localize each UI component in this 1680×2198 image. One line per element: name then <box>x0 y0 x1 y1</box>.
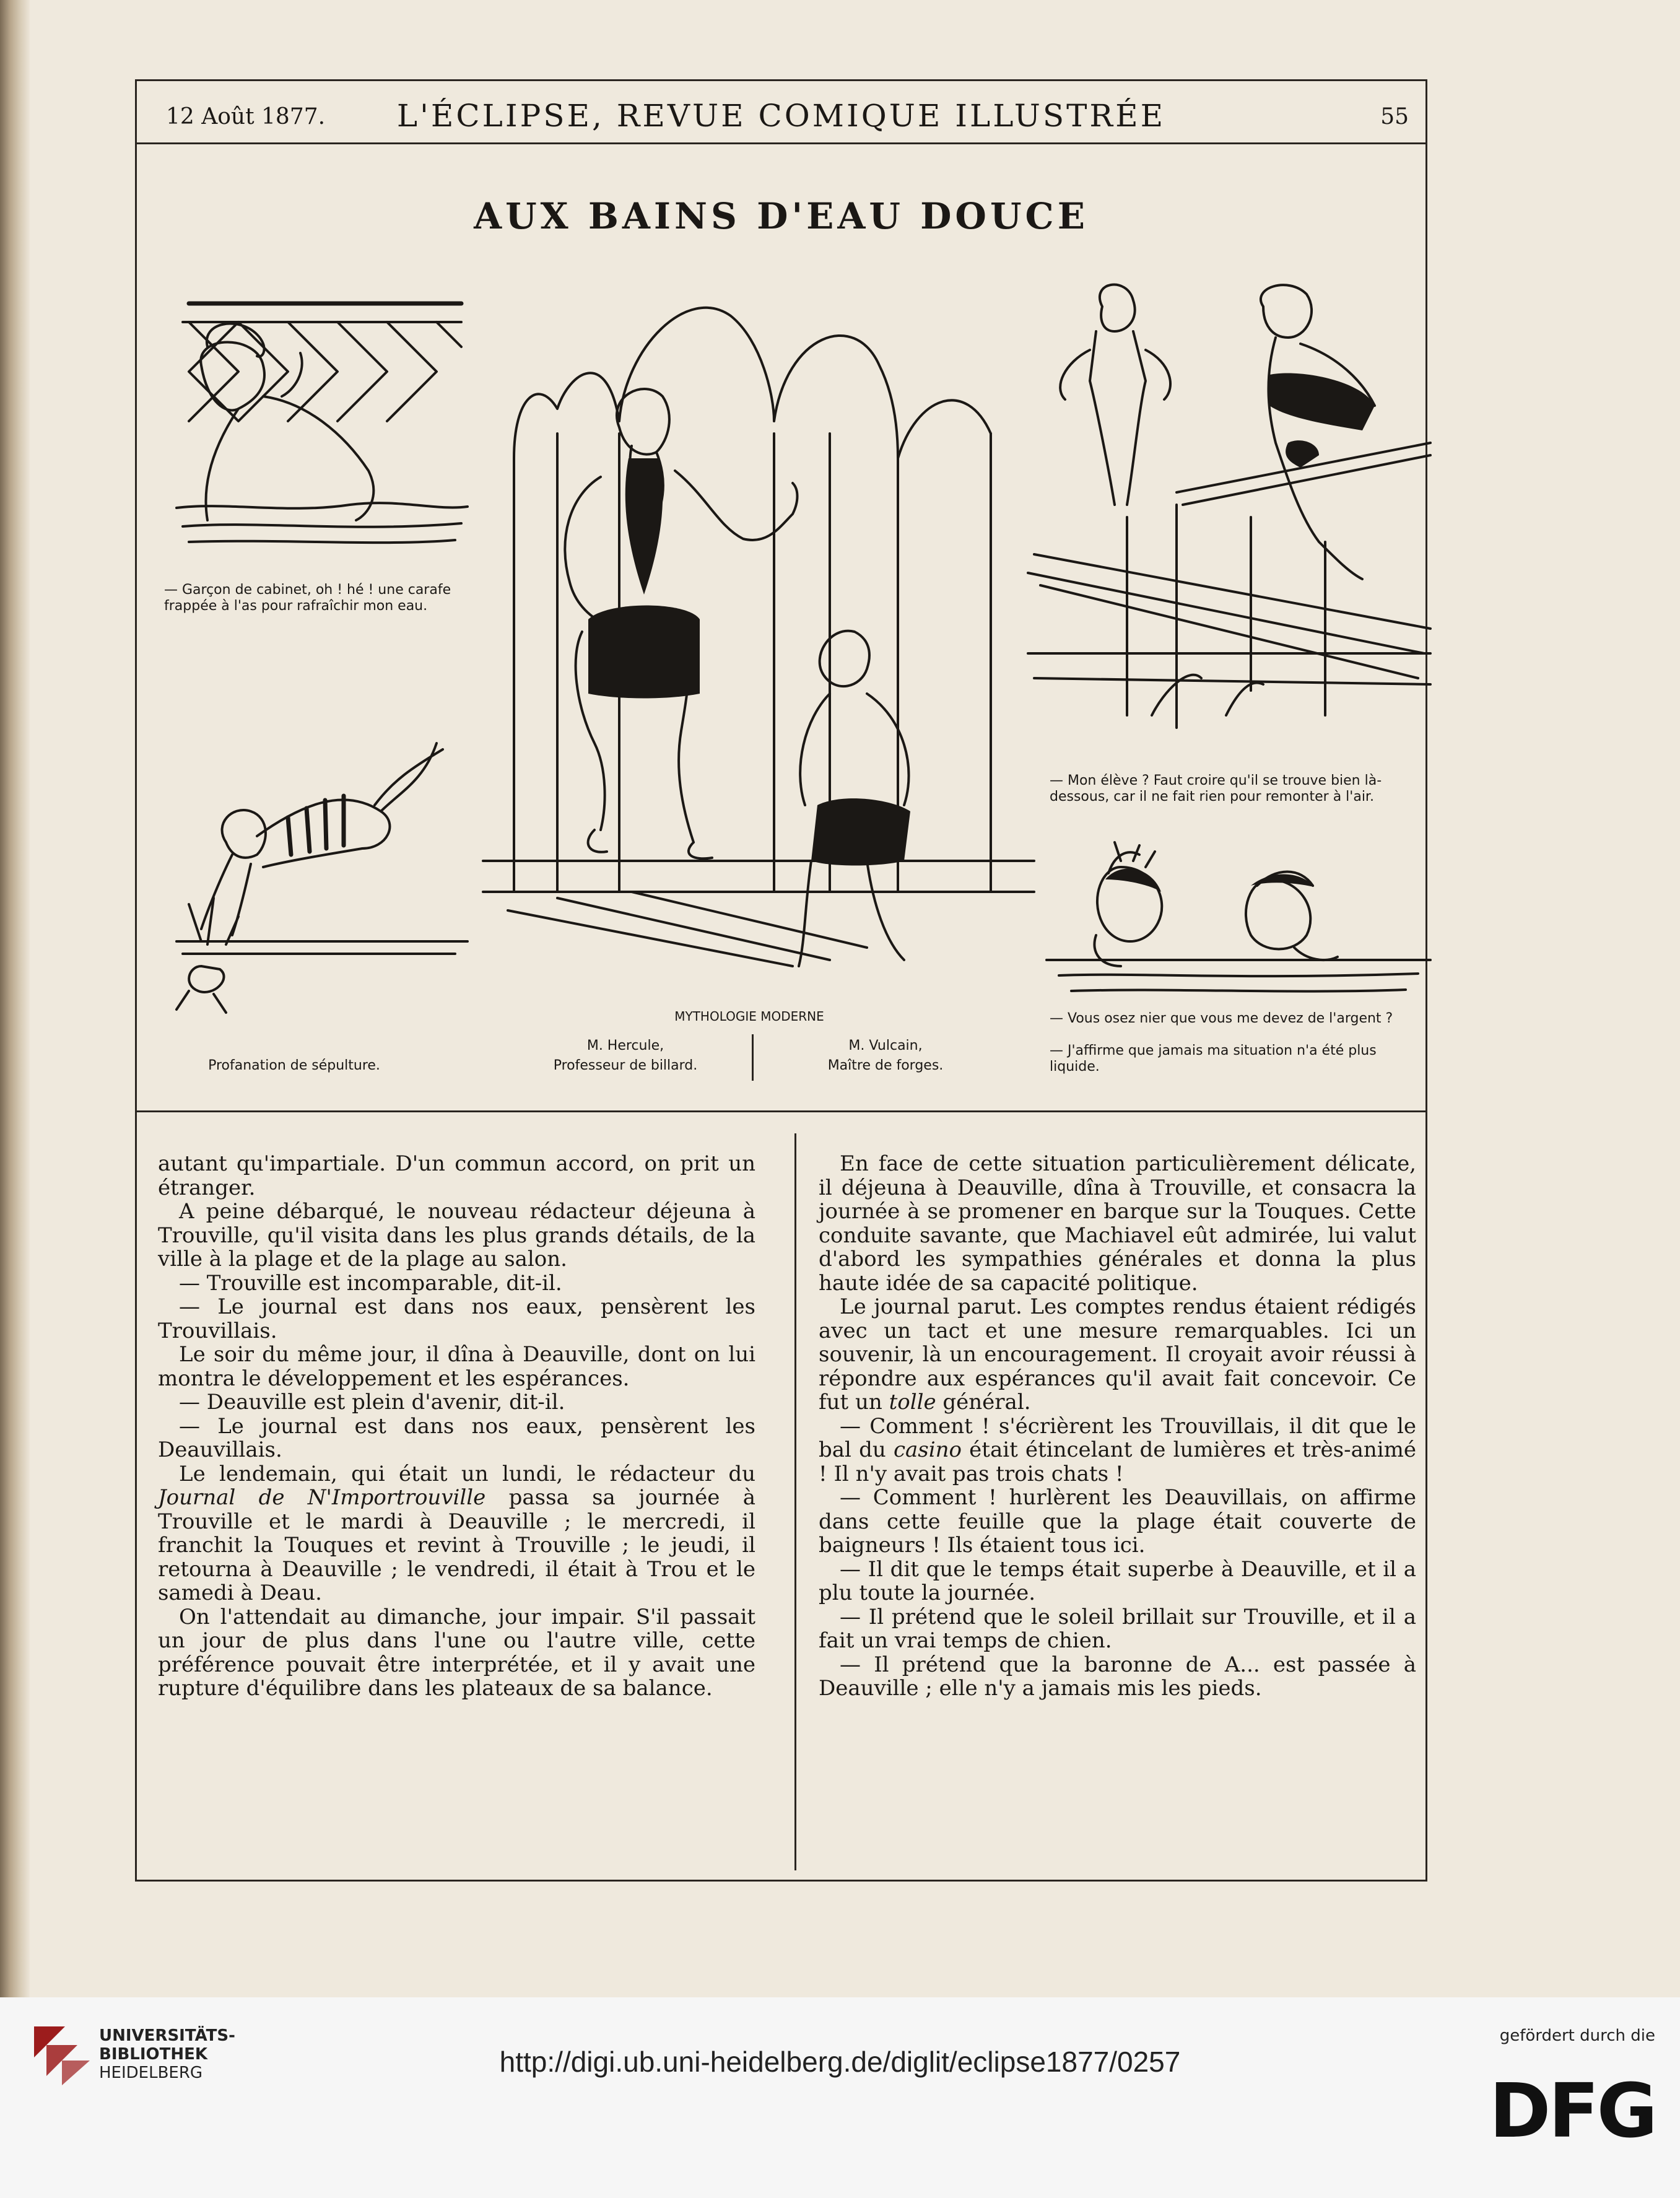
caption-vulcain-name: M. Vulcain, <box>848 1038 923 1053</box>
journal-title: L'ÉCLIPSE, REVUE COMIQUE ILLUSTRÉE <box>396 98 1166 134</box>
paragraph <box>819 1415 1416 1486</box>
paragraph: — Deauville est plein d'avenir, dit-il. <box>179 1390 565 1415</box>
illustration-bather-cabin <box>164 297 474 564</box>
paragraph: autant qu'impartiale. D'un commun accord, on prit un étranger. <box>158 1151 755 1200</box>
institution-line: HEIDELBERG <box>99 2064 203 2082</box>
caption-argent-2: — J'affirme que jamais ma situation n'a été plus liquide. <box>1050 1043 1377 1075</box>
paragraph: En face de cette situation particulièrement délicate, il déjeuna à Deauville, dîna à Trouville, et consacra la journée à se promener en barque sur la Touques. Cette conduite savante, que Machiavel eût admirée, lui valut d'abord les sympathies générales et donna la plus haute idée de sa capacité politique. <box>819 1151 1416 1296</box>
caption-hercule-name: M. Hercule, <box>586 1038 664 1053</box>
section-divider <box>135 1110 1427 1112</box>
caption-profanation: Profanation de sépulture. <box>208 1058 380 1073</box>
paragraph: — Il prétend que le soleil brillait sur Trouville, et il a fait un vrai temps de chien. <box>819 1604 1416 1653</box>
running-head <box>135 93 1427 144</box>
text-run: passa sa journée à Trouville et le mardi à Deauville ; le mercredi, il franchit la Touques et revint à Trouville ; le jeudi, il retourna à Deauville ; le vendredi, il était à Trou et le samedi à Deau. <box>158 1485 755 1605</box>
text-run: était étincelant de lumières et très-animé ! Il n'y avait pas trois chats ! <box>819 1437 1416 1486</box>
issue-date: 12 Août 1877. <box>166 104 326 129</box>
paragraph: — Trouville est incomparable, dit-il. <box>179 1270 562 1296</box>
caption-mythologie: MYTHOLOGIE MODERNE <box>674 1009 824 1024</box>
paragraph: — Comment ! hurlèrent les Deauvillais, on affirme dans cette feuille que la plage était couverte de baigneurs ! Ils étaient tous ici. <box>819 1485 1416 1558</box>
paragraph: — Le journal est dans nos eaux, pensèrent les Deauvillais. <box>158 1413 755 1462</box>
viewer-footer <box>0 1997 1680 2198</box>
caption-argent-1: — Vous osez nier que vous me devez de l'argent ? <box>1050 1011 1393 1026</box>
permalink-url[interactable]: http://digi.ub.uni-heidelberg.de/diglit/eclipse1877/0257 <box>499 2046 1181 2078</box>
paragraph: — Il prétend que la baronne de A... est passée à Deauville ; elle n'y a jamais mis les pieds. <box>819 1652 1416 1701</box>
illustration-diver <box>164 731 474 1028</box>
dfg-logo[interactable]: DFG <box>1489 2069 1655 2155</box>
paragraph <box>158 1462 755 1605</box>
caption-vulcain-role: Maître de forges. <box>827 1058 944 1073</box>
institution-line: UNIVERSITÄTS- <box>99 2026 235 2045</box>
page-number: 55 <box>1380 104 1409 129</box>
article-column-left <box>158 1152 755 1701</box>
italic-word: tolle <box>889 1390 936 1415</box>
book-spine-edge <box>0 0 30 1997</box>
text-run: — Comment ! s'écrièrent les Trouvillais, il dit que le bal du <box>819 1413 1416 1462</box>
illustration-swimming-teacher <box>1028 282 1430 765</box>
illustration-hercule-vulcain <box>483 273 1034 979</box>
caption-divider <box>752 1034 754 1081</box>
paragraph <box>819 1295 1416 1415</box>
paragraph: Le soir du même jour, il dîna à Deauville, dont on lui montra le développement et les espérances. <box>158 1342 755 1391</box>
paragraph: — Le journal est dans nos eaux, pensèrent les Trouvillais. <box>158 1294 755 1343</box>
text-run: Le lendemain, qui était un lundi, le rédacteur du <box>179 1461 755 1486</box>
paragraph: On l'attendait au dimanche, jour impair. S'il passait un jour de plus dans l'une ou l'autre ville, cette préférence pouvait être interprétée, et il y avait une rupture d'équilibre dans les plateaux de sa balance. <box>158 1604 755 1701</box>
funding-label: gefördert durch die <box>1499 2026 1655 2045</box>
text-run: Le journal parut. Les comptes rendus étaient rédigés avec un tact et une mesure remarquables. Ici un souvenir, là un encouragement. Il croyait avoir réussi à répondre aux espérances qu'il avait fait concevoir. Ce fut un <box>819 1294 1416 1415</box>
paragraph: A peine débarqué, le nouveau rédacteur déjeuna à Trouville, qu'il visita dans les plus grands détails, de la ville à la plage et de la plage au salon. <box>158 1199 755 1271</box>
column-divider <box>794 1133 796 1870</box>
journal-name: Journal de N'Importrouville <box>158 1485 486 1510</box>
article-column-right <box>819 1152 1416 1701</box>
text-run: général. <box>942 1390 1031 1415</box>
caption-hercule-role: Professeur de billard. <box>553 1058 698 1073</box>
institution-line: BIBLIOTHEK <box>99 2045 208 2064</box>
paragraph: — Il dit que le temps était superbe à Deauville, et il a plu toute la journée. <box>819 1556 1416 1605</box>
caption-cabinet: — Garçon de cabinet, oh ! hé ! une carafe frappée à l'as pour rafraîchir mon eau. <box>164 582 451 614</box>
caption-eleve: — Mon élève ? Faut croire qu'il se trouve bien là-dessous, car il ne fait rien pour remonter à l'air. <box>1050 773 1382 805</box>
italic-word: casino <box>893 1437 962 1462</box>
illustration-men-in-water <box>1047 842 1430 1010</box>
cartoon-title: AUX BAINS D'EAU DOUCE <box>474 195 1089 237</box>
